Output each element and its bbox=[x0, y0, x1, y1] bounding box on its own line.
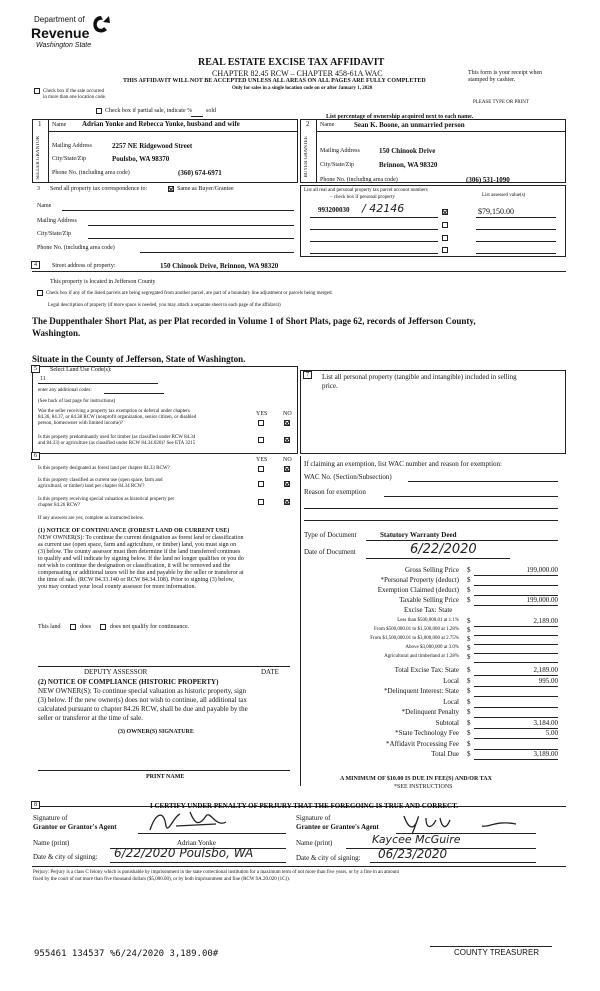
parcel3-personal-checkbox[interactable] bbox=[442, 235, 448, 241]
does-not-label: does not qualify for continuance. bbox=[110, 624, 190, 630]
same-as-buyer-checkbox[interactable] bbox=[168, 186, 174, 192]
seller-mailing-label: Mailing Address bbox=[52, 143, 92, 149]
tax-dollar-sign: $ bbox=[467, 708, 471, 716]
tax-label: Less than $500,000.01 at 1.1% bbox=[397, 618, 459, 623]
legal-line3: Situate in the County of Jefferson, State of Washington. bbox=[32, 354, 246, 364]
excise-tax-heading: Excise Tax: State bbox=[404, 606, 453, 614]
tax-value[interactable]: 2,189.00 bbox=[533, 666, 558, 674]
logo-line1: Department of bbox=[34, 15, 85, 24]
tax-dollar-sign: $ bbox=[467, 729, 471, 737]
doc-date[interactable]: 6/22/2020 bbox=[410, 542, 477, 557]
print-name-label: PRINT NAME bbox=[146, 774, 185, 780]
receipt-note-2: stamped by cashier. bbox=[468, 77, 516, 83]
s5-q2-no-checkbox[interactable] bbox=[284, 437, 290, 443]
section4-num: 4 bbox=[31, 261, 40, 269]
tax-label: *Delinquent Interest: State bbox=[383, 687, 459, 695]
tax-dollar-sign: $ bbox=[467, 739, 471, 748]
tax-label: Local bbox=[443, 676, 459, 685]
grantor-name-label: Name (print) bbox=[33, 839, 70, 847]
minimum-due-2: *SEE INSTRUCTIONS bbox=[394, 784, 453, 790]
continuance-3: (3) below. The county assessor must then determine if the land transferred continues bbox=[38, 549, 241, 555]
assessed-label: List assessed value(s) bbox=[482, 193, 526, 198]
buyer-side-label: BUYER GRANTEE bbox=[304, 136, 309, 178]
tax-dollar-sign: $ bbox=[467, 626, 471, 634]
segregated-label: Check box if any of the listed parcels are being segregated from another parcel, are part of a boundary line adjustment or parcels being merged. bbox=[46, 291, 333, 296]
grantee-date-label: Date & city of signing: bbox=[296, 854, 361, 862]
land-does-checkbox[interactable] bbox=[70, 624, 76, 630]
continuance-1: NEW OWNER(S): To continue the current designation as forest land or classification bbox=[38, 535, 244, 541]
partial-sale-label: Check box if partial sale, indicate % bbox=[105, 108, 193, 114]
legal-line1: The Duppenthaler Short Plat, as per Plat recorded in Volume 1 of Short Plats, page 62, records of Jefferson County, bbox=[32, 316, 476, 326]
send-correspondence-label: Send all property tax correspondence to: bbox=[50, 186, 148, 192]
deputy-date-label: DATE bbox=[261, 668, 279, 676]
perjury-line1: Perjury: Perjury is a class C felony which is punishable by imprisonment in the state correctional institution for a maximum term of not more than five years, or by a fine in an amount bbox=[33, 870, 400, 875]
grantor-sig-label-1: Signature of bbox=[33, 814, 68, 822]
tax-value[interactable]: 5.00 bbox=[545, 729, 558, 737]
grantee-name[interactable]: Kaycee McGuire bbox=[372, 833, 461, 846]
wac-label: WAC No. (Section/Subsection) bbox=[304, 473, 392, 481]
s5-q2: Is this property predominantly used for timber (as classified under RCW 84.34 bbox=[38, 435, 196, 440]
historic-2: (3) below. If the new owner(s) does not wish to continue, all additional tax bbox=[38, 696, 247, 704]
s5-q2b: and 84.33) or agriculture (as classified under RCW 84.34.020)? See ETA 3215 bbox=[38, 441, 196, 446]
continuance-6: compensating or additional taxes will be due and payable by the seller or transferor at bbox=[38, 570, 244, 576]
s6-q3b: chapter 84.26 RCW? bbox=[38, 503, 81, 508]
buyer-mailing-label: Mailing Address bbox=[320, 148, 360, 154]
tax-label: *Delinquent Penalty bbox=[401, 708, 459, 716]
tax-dollar-sign: $ bbox=[467, 676, 471, 685]
continuance-7: the time of sale. (RCW 84.33.140 or RCW 84.34.108). Prior to signing (3) below, bbox=[38, 577, 235, 583]
tax-label: *Affidavit Processing Fee bbox=[386, 739, 459, 748]
form-title: REAL ESTATE EXCISE TAX AFFIDAVIT bbox=[198, 57, 385, 68]
tax-label: Total Due bbox=[431, 750, 459, 758]
multi-location-label-1: Check box if the sale occurred bbox=[43, 89, 104, 94]
tax-label: *Personal Property (deduct) bbox=[380, 576, 459, 584]
continuance-5: not wish to continue the designation or classification, it will be removed and the bbox=[38, 563, 231, 569]
ownership-note: List percentage of ownership acquired next to each name. bbox=[326, 114, 474, 120]
historic-1: NEW OWNER(S): To continue special valuation as historic property, sign bbox=[38, 687, 246, 695]
personal-property-2: price. bbox=[322, 382, 338, 390]
s6-q2-yes-checkbox[interactable] bbox=[258, 481, 264, 487]
tax-value[interactable]: 199,000.00 bbox=[526, 566, 558, 574]
tax-dollar-sign: $ bbox=[467, 566, 471, 574]
see-back-label: (See back of last page for instructions) bbox=[38, 399, 116, 404]
seller-city[interactable]: Poulsbo, WA 98370 bbox=[112, 155, 170, 163]
parcels-label: List all real and personal property tax parcel account numbers bbox=[304, 188, 428, 193]
tax-label: Local bbox=[443, 697, 459, 706]
parcels-sub: – check box if personal property bbox=[330, 195, 395, 200]
same-as-buyer-label: Same as Buyer/Grantee bbox=[177, 186, 234, 192]
tax-dollar-sign: $ bbox=[467, 644, 471, 652]
located-label: This property is located in Jefferson County bbox=[50, 279, 156, 285]
multi-location-label-2: in more than one location code. bbox=[43, 95, 107, 100]
s5-no: NO bbox=[283, 411, 292, 417]
buyer-phone[interactable]: (306) 531-1090 bbox=[466, 176, 510, 184]
s3-name-label: Name bbox=[37, 203, 52, 209]
assessed-value[interactable]: $79,150.00 bbox=[478, 207, 514, 216]
tax-dollar-sign: $ bbox=[467, 576, 471, 584]
certify-statement: I CERTIFY UNDER PENALTY OF PERJURY THAT THE FOREGOING IS TRUE AND CORRECT. bbox=[150, 802, 459, 810]
tax-dollar-sign: $ bbox=[467, 617, 471, 625]
washington-swoosh-icon bbox=[91, 14, 111, 36]
s5-yes: YES bbox=[256, 411, 268, 417]
s5-q1: Was the seller receiving a property tax exemption or deferral under chapters bbox=[38, 409, 190, 414]
street-label: Street address of property: bbox=[52, 263, 116, 269]
grantor-date-label: Date & city of signing: bbox=[33, 853, 98, 861]
seller-phone[interactable]: (360) 674-6971 bbox=[178, 169, 222, 177]
section5-num: 5 bbox=[31, 365, 40, 373]
s3-city-label: City/State/Zip bbox=[37, 231, 71, 237]
logo-line3: Washington State bbox=[36, 42, 92, 49]
parcel2-personal-checkbox[interactable] bbox=[442, 222, 448, 228]
tax-dollar-sign: $ bbox=[467, 596, 471, 604]
historic-title: (2) NOTICE OF COMPLIANCE (HISTORIC PROPERTY) bbox=[38, 678, 219, 686]
county-treasurer-label: COUNTY TREASURER bbox=[454, 948, 540, 957]
tax-value[interactable]: 3,189.00 bbox=[533, 750, 558, 758]
additional-codes-label: enter any additional codes: bbox=[38, 388, 92, 393]
seller-name-label: Name bbox=[52, 122, 67, 128]
tax-label: Above $3,000,000 at 3.0% bbox=[405, 645, 459, 650]
tax-dollar-sign: $ bbox=[467, 750, 471, 758]
s6-q1-yes-checkbox[interactable] bbox=[258, 466, 264, 472]
parcel4-personal-checkbox[interactable] bbox=[442, 247, 448, 253]
owner-signature-label: (3) OWNER(S) SIGNATURE bbox=[118, 729, 194, 735]
seller-city-label: City/State/Zip bbox=[52, 156, 86, 162]
grantor-signature-icon bbox=[146, 808, 236, 836]
grantee-sig-label-2: Grantee or Grantee's Agent bbox=[296, 823, 379, 831]
s5-q1b: 84.36, 84.37, or 84.38 RCW (nonprofit organization, senior citizen, or disabled bbox=[38, 415, 197, 420]
does-label: does bbox=[80, 624, 91, 630]
seller-num: 1 bbox=[38, 120, 42, 128]
perjury-line2: fixed by the court of not more than five thousand dollars ($5,000.00), or by both imprisonment and fine (RCW 9A.20.020 (1C)). bbox=[33, 877, 291, 882]
continuance-2: as current use (open space, farm and agriculture, or timber) land, you must sign on bbox=[38, 542, 237, 548]
tax-label: From $1,500,000.01 to $3,000,000 at 2.75% bbox=[370, 636, 459, 641]
form-subtitle: CHAPTER 82.45 RCW – CHAPTER 458-61A WAC bbox=[212, 69, 383, 78]
tax-value[interactable]: 2,189.00 bbox=[533, 617, 558, 625]
s6-q1-no-checkbox[interactable] bbox=[284, 466, 290, 472]
s5-q1c: person, homeowner with limited income)? bbox=[38, 421, 123, 426]
sold-label: sold bbox=[206, 108, 217, 114]
section7-num: 7 bbox=[303, 371, 312, 379]
buyer-name-label: Name bbox=[320, 122, 335, 128]
land-use-code[interactable]: 11 bbox=[40, 376, 46, 382]
historic-4: seller or transferor at the time of sale. bbox=[38, 714, 143, 722]
grantor-date[interactable]: 6/22/2020 Poulsbo, WA bbox=[114, 846, 254, 860]
s6-q2: Is this property classified as current use (open space, farm and bbox=[38, 478, 163, 483]
s5-q1-no-checkbox[interactable] bbox=[284, 420, 290, 426]
section3-num: 3 bbox=[37, 186, 40, 192]
s3-mailing-label: Mailing Address bbox=[37, 218, 77, 224]
s6-q1: Is this property designated as forest land per chapter 84.33 RCW? bbox=[38, 466, 170, 471]
receipt-note-1: This form is your receipt when bbox=[468, 70, 543, 76]
buyer-num: 2 bbox=[306, 120, 310, 128]
form-warning: THIS AFFIDAVIT WILL NOT BE ACCEPTED UNLESS ALL AREAS ON ALL PAGES ARE FULLY COMPLETED bbox=[123, 78, 426, 84]
tax-label: Taxable Selling Price bbox=[399, 596, 459, 604]
minimum-due-1: A MINIMUM OF $10.00 IS DUE IN FEE(S) AND/OR TAX bbox=[340, 776, 492, 782]
section7-box bbox=[300, 370, 566, 454]
treasurer-stamp: 955461 134537 %6/24/2020 3,189.00# bbox=[34, 949, 219, 959]
segregated-checkbox[interactable] bbox=[37, 290, 43, 296]
s6-q2-no-checkbox[interactable] bbox=[284, 481, 290, 487]
continuance-8: you may contact your local county assessor for more information. bbox=[38, 584, 196, 590]
doc-date-label: Date of Document bbox=[304, 548, 356, 556]
buyer-name[interactable]: Sean K. Boone, an unmarried person bbox=[354, 121, 465, 129]
dor-logo bbox=[25, 12, 110, 54]
grantee-sig-label-1: Signature of bbox=[296, 814, 331, 822]
buyer-city-label: City/State/Zip bbox=[320, 162, 354, 168]
s5-q2-yes-checkbox[interactable] bbox=[258, 437, 264, 443]
s6-yes: YES bbox=[256, 457, 268, 463]
legal-line2: Washington. bbox=[32, 328, 81, 338]
parcel-number[interactable]: 993200030 bbox=[318, 206, 350, 214]
s6-q3-no-checkbox[interactable] bbox=[284, 499, 290, 505]
logo-line2: Revenue bbox=[31, 25, 90, 41]
tax-label: Total Excise Tax: State bbox=[394, 666, 459, 674]
doc-type-label: Type of Document bbox=[304, 531, 357, 539]
parcel1-personal-checkbox[interactable] bbox=[442, 209, 448, 215]
tax-value[interactable]: 3,184.00 bbox=[533, 718, 558, 727]
grantor-sig-label-2: Grantor or Grantor's Agent bbox=[33, 823, 117, 831]
tax-label: *State Technology Fee bbox=[395, 729, 459, 737]
tax-dollar-sign: $ bbox=[467, 666, 471, 674]
multi-location-checkbox[interactable] bbox=[34, 88, 40, 94]
section8-num: 8 bbox=[31, 801, 40, 809]
continuance-title: (1) NOTICE OF CONTINUANCE (FOREST LAND OR CURRENT USE) bbox=[38, 528, 230, 534]
tax-label: Agricultural and timberland at 1.28% bbox=[384, 654, 459, 659]
historic-3: calculated pursuant to chapter 84.26 RCW, shall be due and payable by the bbox=[38, 705, 248, 713]
deputy-assessor-label: DEPUTY ASSESSOR bbox=[84, 668, 148, 676]
tax-value[interactable]: 995.00 bbox=[538, 676, 558, 685]
grantee-name-label: Name (print) bbox=[296, 839, 333, 847]
buyer-mailing[interactable]: 150 Chinook Drive bbox=[379, 147, 436, 155]
s6-instructions: If any answers are yes, complete as instructed below. bbox=[38, 516, 145, 521]
tax-dollar-sign: $ bbox=[467, 718, 471, 727]
exemption-label: If claiming an exemption, list WAC number and reason for exemption: bbox=[304, 460, 502, 468]
reason-label: Reason for exemption bbox=[304, 488, 366, 496]
tax-label: Exemption Claimed (deduct) bbox=[377, 586, 459, 594]
tax-label: From $500,000.01 to $1,500,000 at 1.28% bbox=[374, 627, 459, 632]
parcel-handwritten: / 42146 bbox=[362, 202, 405, 215]
s6-q3: Is this property receiving special valuation as historical property per bbox=[38, 497, 175, 502]
street-address[interactable]: 150 Chinook Drive, Brinnon, WA 98320 bbox=[160, 262, 279, 270]
tax-dollar-sign: $ bbox=[467, 586, 471, 594]
land-use-label: Select Land Use Code(s): bbox=[50, 367, 112, 373]
s5-q1-yes-checkbox[interactable] bbox=[258, 420, 264, 426]
this-land-label: This land bbox=[38, 624, 61, 630]
tax-label: Subtotal bbox=[435, 718, 459, 727]
tax-label: Gross Selling Price bbox=[404, 566, 459, 574]
seller-phone-label: Phone No. (including area code) bbox=[52, 170, 130, 176]
tax-dollar-sign: $ bbox=[467, 653, 471, 661]
legal-label: Legal description of property (if more space is needed, you may attach a separate sheet to each page of the affidavit) bbox=[48, 303, 281, 308]
land-does-not-checkbox[interactable] bbox=[100, 624, 106, 630]
s3-phone-label: Phone No. (including area code) bbox=[37, 245, 115, 251]
grantee-date[interactable]: 06/23/2020 bbox=[378, 847, 448, 861]
section6-num: 6 bbox=[31, 452, 40, 460]
s6-no: NO bbox=[283, 457, 292, 463]
tax-value[interactable]: 199,000.00 bbox=[526, 596, 558, 604]
buyer-city[interactable]: Brinnon, WA 98320 bbox=[379, 161, 438, 169]
buyer-phone-label: Phone No. (including area code) bbox=[320, 177, 398, 183]
seller-name[interactable]: Adrian Yonke and Rebecca Yonke, husband and wife bbox=[82, 120, 240, 128]
continuance-4: to qualify and will indicate by signing below. If the land no longer qualifies or you do bbox=[38, 556, 244, 562]
doc-type[interactable]: Statutory Warranty Deed bbox=[380, 531, 457, 539]
only-for-sales: Only for sales in a single location code on or after January 1, 2020 bbox=[232, 86, 373, 91]
seller-mailing[interactable]: 2257 NE Ridgewood Street bbox=[112, 142, 193, 150]
tax-dollar-sign: $ bbox=[467, 635, 471, 643]
s6-q2b: agricultural, or timber) land per chapter 84.34 RCW? bbox=[38, 484, 145, 489]
tax-dollar-sign: $ bbox=[467, 697, 471, 706]
s6-q3-yes-checkbox[interactable] bbox=[258, 499, 264, 505]
tax-dollar-sign: $ bbox=[467, 687, 471, 695]
personal-property-1: List all personal property (tangible and intangible) included in selling bbox=[322, 373, 517, 381]
partial-sale-checkbox[interactable] bbox=[96, 108, 102, 114]
grantor-name[interactable]: Adrian Yonke bbox=[177, 839, 216, 847]
type-or-print: PLEASE TYPE OR PRINT bbox=[473, 100, 529, 105]
seller-side-label: SELLER GRANTOR bbox=[36, 136, 41, 180]
